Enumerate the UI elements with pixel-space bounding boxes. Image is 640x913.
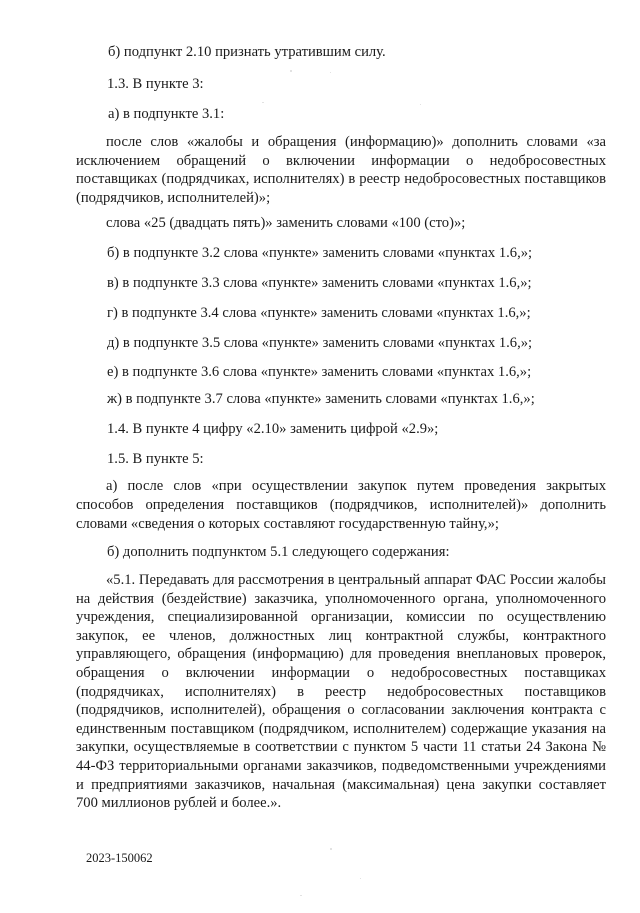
subheading-3-1: а) в подпункте 3.1: [108, 106, 225, 122]
document-code: 2023-150062 [86, 851, 153, 865]
scan-noise [360, 878, 361, 879]
scan-noise [330, 848, 332, 850]
paragraph-2-10-void: б) подпункт 2.10 признать утратившим силу. [108, 44, 386, 60]
scan-noise [300, 895, 302, 896]
paragraph-3-5: д) в подпункте 3.5 слова «пункте» заменить словами «пунктах 1.6,»; [107, 335, 533, 351]
paragraph-5-1-text: «5.1. Передавать для рассмотрения в центральный аппарат ФАС России жалобы на действия (бездействие) заказчика, уполномоченного органа, уполномоченного учреждения, специализированной организации, комиссии по осуществлению закупок, ее членов, должностных лиц контрактной службы, контрактного управляющего, обращения (информацию) для проведения внеплановых проверок, обращения о включении информации о недобросовестных поставщиках (подрядчиках, исполнителях) в реестр недобросовестных поставщиков (подрядчиков, исполнителей), обращения о согласовании заключения контракта с единственным поставщиком (подрядчиком, исполнителем) содержащие указания на закупки, осуществляемые в соответствии с пунктом 5 части 11 статьи 24 Закона № 44-ФЗ территориальными органами заказчиков, подведомственными учреждениями и предприятиями заказчиков, начальная (максимальная) цена закупки составляет 700 миллионов рублей и более.». [76, 572, 606, 812]
heading-1-5: 1.5. В пункте 5: [107, 451, 204, 467]
paragraph-25-replace: слова «25 (двадцать пять)» заменить словами «100 (сто)»; [106, 215, 466, 231]
scan-noise [262, 102, 264, 103]
scan-noise [290, 70, 292, 72]
paragraph-3-4: г) в подпункте 3.4 слова «пункте» заменить словами «пунктах 1.6,»; [107, 305, 531, 321]
paragraph-3-6: е) в подпункте 3.6 слова «пункте» заменить словами «пунктах 1.6,»; [107, 364, 532, 380]
heading-1-4: 1.4. В пункте 4 цифру «2.10» заменить цифрой «2.9»; [107, 421, 439, 437]
scan-noise [330, 72, 331, 73]
paragraph-5-a: а) после слов «при осуществлении закупок путем проведения закрытых способов определения поставщиков (подрядчиков, исполнителей)» дополнить словами «сведения о которых составляют государственную тайну,»; [76, 478, 606, 533]
paragraph-3-2: б) в подпункте 3.2 слова «пункте» заменить словами «пунктах 1.6,»; [107, 245, 533, 261]
scan-noise [420, 104, 421, 105]
heading-1-3: 1.3. В пункте 3: [107, 76, 204, 92]
paragraph-3-1-addition: после слов «жалобы и обращения (информацию)» дополнить словами «за исключением обращений о включении информации о недобросовестных поставщиках (подрядчиках, исполнителях) в реестр недобросовестных поставщиков (подрядчиков, исполнителей)»; [76, 134, 606, 206]
paragraph-3-3: в) в подпункте 3.3 слова «пункте» заменить словами «пунктах 1.6,»; [107, 275, 532, 291]
paragraph-5-b: б) дополнить подпунктом 5.1 следующего содержания: [107, 544, 450, 560]
paragraph-3-7: ж) в подпункте 3.7 слова «пункте» заменить словами «пунктах 1.6,»; [107, 391, 535, 407]
